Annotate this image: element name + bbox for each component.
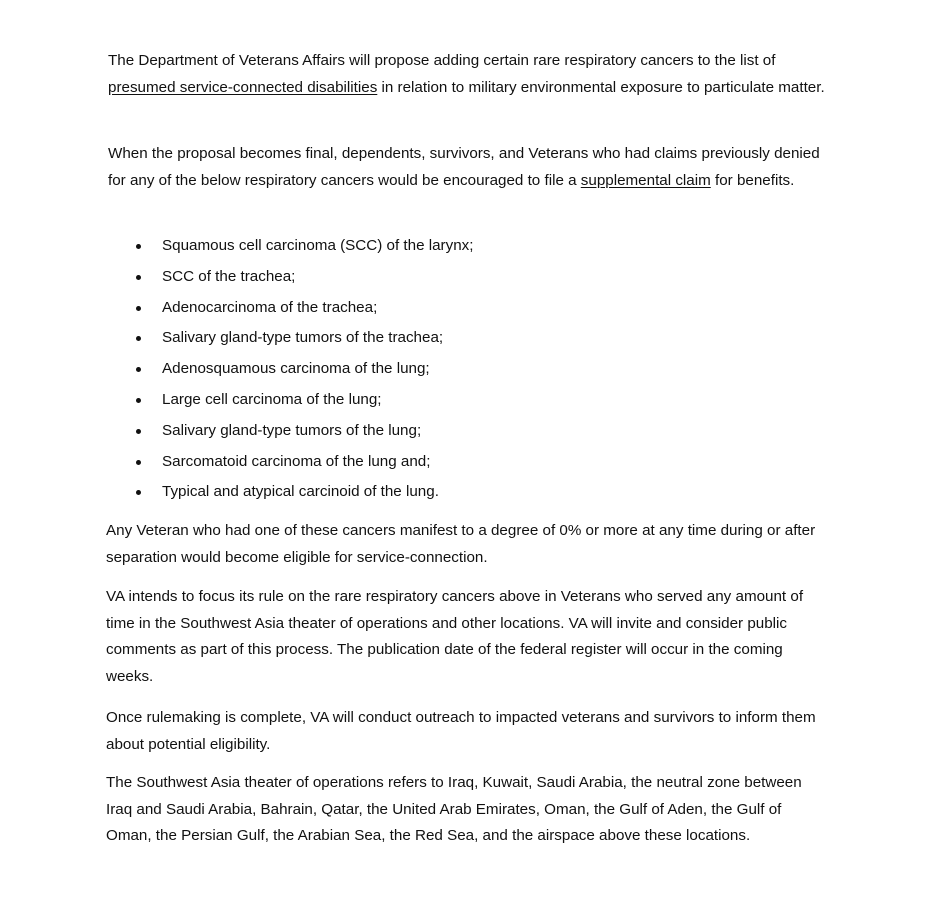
list-item xyxy=(136,264,473,295)
bullet-icon xyxy=(136,244,141,249)
list-item xyxy=(136,356,473,387)
bullet-icon xyxy=(136,460,141,465)
list-item xyxy=(136,418,473,449)
list-item xyxy=(136,295,473,326)
bullet-icon xyxy=(136,367,141,372)
bullet-icon xyxy=(136,490,141,495)
list-item xyxy=(136,233,473,264)
list-item-text: Typical and atypical carcinoid of the lung. xyxy=(162,483,439,501)
intro-text-after: in relation to military environmental exposure to particulate matter. xyxy=(377,78,825,96)
bullet-icon xyxy=(136,306,141,311)
list-item-text: Sarcomatoid carcinoma of the lung and; xyxy=(162,452,431,470)
list-item-text: Salivary gland-type tumors of the trachea; xyxy=(162,329,444,347)
intro-paragraph xyxy=(108,48,828,101)
list-item-text: Salivary gland-type tumors of the lung; xyxy=(162,421,422,439)
bullet-icon xyxy=(136,275,141,280)
presumed-disabilities-link[interactable]: presumed service-connected disabilities xyxy=(108,78,378,96)
proposal-paragraph xyxy=(108,141,828,194)
southwest-asia-paragraph: The Southwest Asia theater of operations refers to Iraq, Kuwait, Saudi Arabia, the neutral zone between Iraq and Saudi Arabia, Bahrain, Qatar, the United Arab Emirates, Oman, the Gulf of Aden, the Gulf of Oman, the Persian Gulf, the Arabian Sea, the Red Sea, and the airspace above these locations. xyxy=(106,774,802,844)
eligibility-paragraph: Any Veteran who had one of these cancers manifest to a degree of 0% or more at any time during or after separation would become eligible for service-connection. xyxy=(106,522,816,566)
list-item-text: Adenosquamous carcinoma of the lung; xyxy=(162,360,430,378)
bullet-icon xyxy=(136,398,141,403)
list-item-text: Squamous cell carcinoma (SCC) of the larynx; xyxy=(162,237,474,254)
rule-focus-paragraph: VA intends to focus its rule on the rare respiratory cancers above in Veterans who served any amount of time in the Southwest Asia theater of operations and other locations. VA will invite and consider public comments as part of this process. The publication date of the federal register will occur in the coming weeks. xyxy=(106,588,804,685)
list-item-text: Large cell carcinoma of the lung; xyxy=(162,390,382,408)
outreach-paragraph: Once rulemaking is complete, VA will conduct outreach to impacted veterans and survivors to inform them about potential eligibility. xyxy=(106,709,816,753)
list-item-text: Adenocarcinoma of the trachea; xyxy=(162,298,378,316)
intro-text-before: The Department of Veterans Affairs will propose adding certain rare respiratory cancers to the list of xyxy=(108,52,776,69)
bullet-icon xyxy=(136,336,141,341)
list-item xyxy=(136,479,473,510)
list-item-text: SCC of the trachea; xyxy=(162,267,296,285)
bullet-icon xyxy=(136,429,141,434)
list-item xyxy=(136,449,473,480)
cancer-list xyxy=(136,233,473,510)
list-item xyxy=(136,325,473,356)
supplemental-claim-link[interactable]: supplemental claim xyxy=(580,171,711,189)
list-item xyxy=(136,387,473,418)
proposal-text-before: When the proposal becomes final, dependents, survivors, and Veterans who had claims previously denied for any of the below respiratory cancers would be encouraged to file a xyxy=(108,145,820,189)
proposal-text-after: for benefits. xyxy=(710,171,795,189)
